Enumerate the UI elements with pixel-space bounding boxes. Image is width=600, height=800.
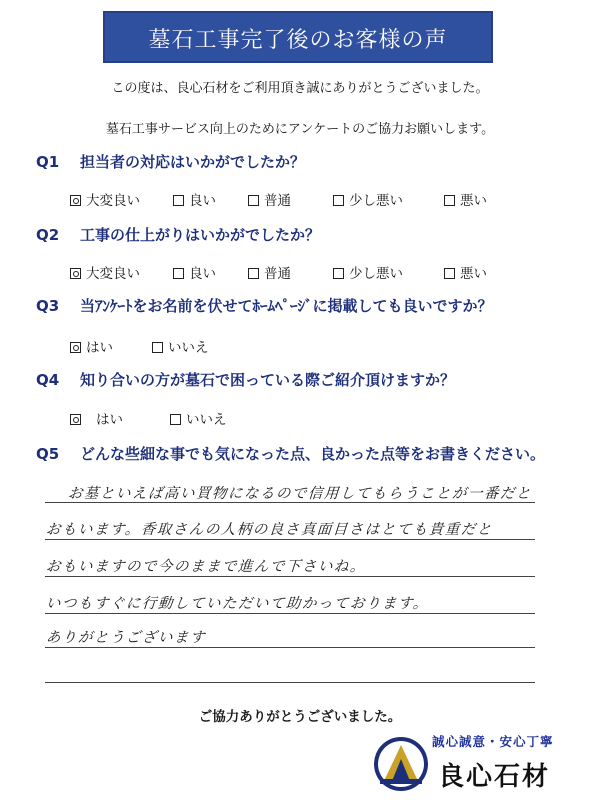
comment-rule — [45, 682, 535, 683]
q2-option-3[interactable]: 普通 — [248, 262, 291, 282]
question-number: Q5 — [36, 445, 60, 463]
checkbox-icon[interactable] — [152, 342, 163, 353]
checkbox-checked-icon[interactable] — [70, 268, 81, 279]
question-text: 知り合いの方が墓石で困っている際ご紹介頂けますか？ — [80, 371, 456, 389]
comment-line-1: お墓といえば高い買物になるので信用してもらうことが一番だと — [67, 486, 533, 502]
title-banner — [103, 11, 493, 63]
q1-option-4[interactable]: 少し悪い — [333, 189, 403, 209]
comment-rule — [45, 539, 535, 540]
q3-options — [70, 336, 270, 354]
company-logo-icon — [372, 735, 430, 793]
q3-option-yes[interactable]: はい — [70, 336, 113, 356]
checkbox-icon[interactable] — [248, 268, 259, 279]
q2-options — [70, 262, 510, 280]
comment-rule — [45, 647, 535, 648]
question-number: Q3 — [36, 297, 60, 315]
q2-option-2[interactable]: 良い — [173, 262, 216, 282]
question-number: Q4 — [36, 371, 60, 389]
q2-option-4[interactable]: 少し悪い — [333, 262, 403, 282]
checkbox-checked-icon[interactable] — [70, 195, 81, 206]
q1-option-3[interactable]: 普通 — [248, 189, 291, 209]
q2-option-1[interactable]: 大変良い — [70, 262, 140, 282]
checkbox-icon[interactable] — [170, 414, 181, 425]
q4-option-no[interactable]: いいえ — [170, 408, 227, 428]
q2-option-5[interactable]: 悪い — [444, 262, 487, 282]
checkbox-checked-icon[interactable] — [70, 342, 81, 353]
comment-line-4: いつもすぐに行動していただいて助かっております。 — [45, 596, 430, 612]
page-title: 墓石工事完了後のお客様の声 — [148, 28, 448, 53]
q3-option-no[interactable]: いいえ — [152, 336, 209, 356]
question-number: Q1 — [36, 153, 60, 171]
question-5 — [36, 443, 545, 464]
company-slogan: 誠心誠意・安心丁寧 — [432, 734, 554, 749]
comment-line-2: おもいます。香取さんの人柄の良さ真面目さはとても貴重だと — [45, 522, 494, 538]
checkbox-icon[interactable] — [333, 195, 344, 206]
q1-option-2[interactable]: 良い — [173, 189, 216, 209]
question-number: Q2 — [36, 226, 60, 244]
checkbox-icon[interactable] — [444, 195, 455, 206]
checkbox-checked-icon[interactable] — [70, 414, 81, 425]
checkbox-icon[interactable] — [173, 268, 184, 279]
intro-line-1: この度は、良心石材をご利用頂き誠にありがとうございました。 — [111, 81, 489, 96]
company-name: 良心石材 — [438, 762, 551, 792]
q1-option-5[interactable]: 悪い — [444, 189, 487, 209]
question-text: 担当者の対応はいかがでしたか？ — [80, 153, 306, 171]
checkbox-icon[interactable] — [333, 268, 344, 279]
checkbox-icon[interactable] — [248, 195, 259, 206]
intro-line-2: 墓石工事サービス向上のためにアンケートのご協力お願いします。 — [105, 122, 495, 137]
checkbox-icon[interactable] — [444, 268, 455, 279]
comment-rule — [45, 576, 535, 577]
comment-line-3: おもいますので今のままで進んで下さいね。 — [45, 559, 367, 575]
question-text: 工事の仕上がりはいかがでしたか？ — [80, 226, 321, 244]
closing-message: ご協力ありがとうございました。 — [198, 709, 402, 725]
question-3 — [36, 295, 493, 316]
question-4 — [36, 369, 455, 390]
question-2 — [36, 224, 320, 245]
question-text: どんな些細な事でも気になった点、良かった点等をお書きください。 — [80, 445, 546, 463]
comment-line-5: ありがとうございます — [45, 630, 207, 646]
question-text: 当ｱﾝｹｰﾄをお名前を伏せてﾎｰﾑﾍﾟｰｼﾞに掲載しても良いですか？ — [80, 297, 493, 315]
comment-rule — [45, 613, 535, 614]
checkbox-icon[interactable] — [173, 195, 184, 206]
q4-option-yes[interactable]: はい — [70, 408, 123, 428]
q4-options — [70, 408, 270, 426]
q1-option-1[interactable]: 大変良い — [70, 189, 140, 209]
question-1 — [36, 151, 305, 172]
q1-options — [70, 189, 510, 207]
